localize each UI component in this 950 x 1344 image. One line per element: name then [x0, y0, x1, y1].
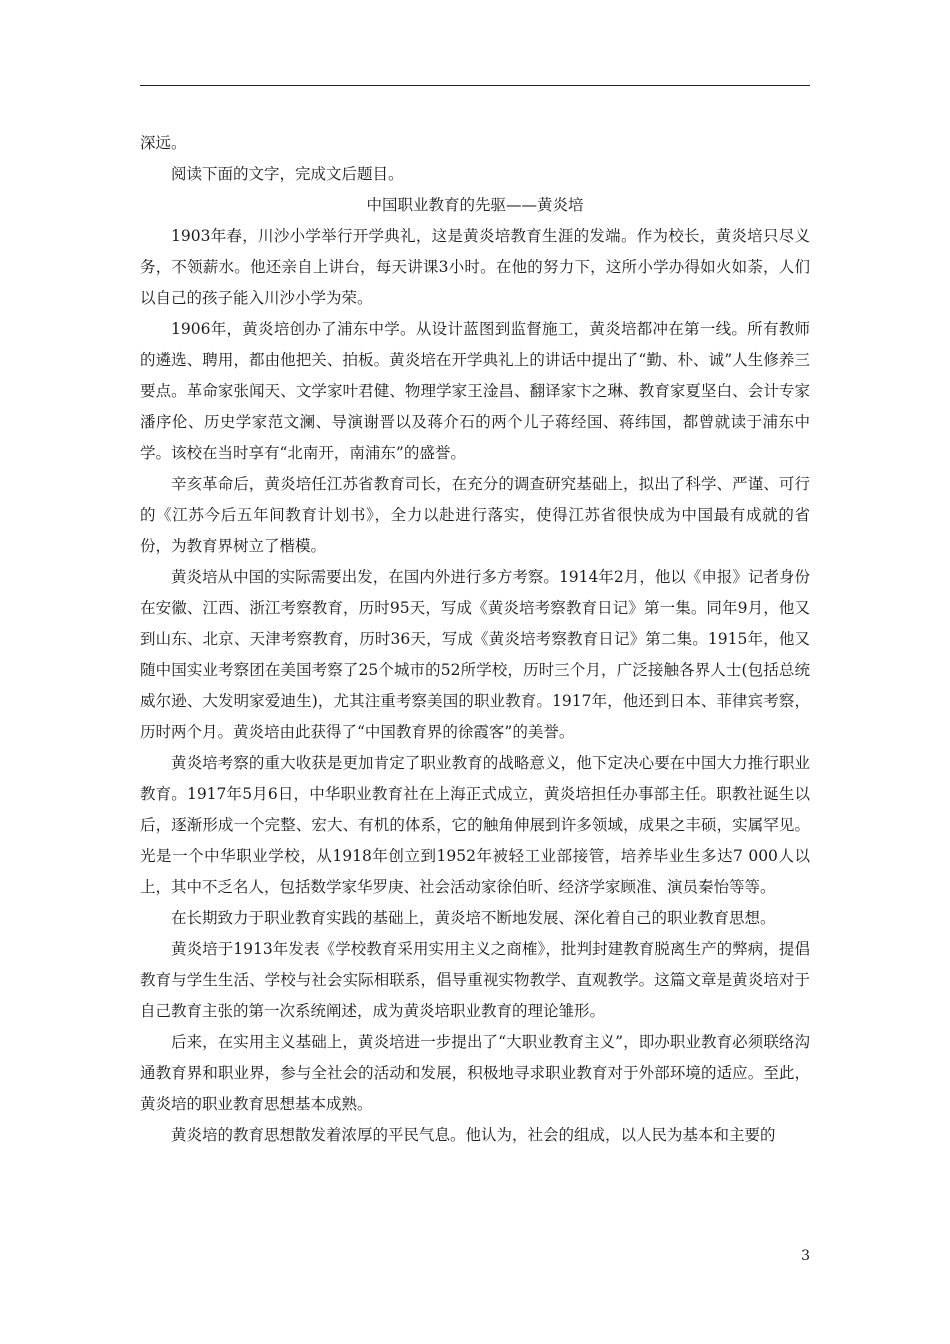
continued-text: 深远。: [140, 134, 187, 152]
paragraph: 在长期致力于职业教育实践的基础上，黄炎培不断地发展、深化着自己的职业教育思想。: [171, 909, 776, 927]
paragraph: 黄炎培考察的重大收获是更加肯定了职业教育的战略意义，他下定决心要在中国大力推行职业教育。1917年5月6日，中华职业教育社在上海正式成立，黄炎培担任办事部主任。职教社诞生以后，逐渐形成一个完整、宏大、有机的体系，它的触角伸展到许多领域，成果之丰硕，实属罕见。光是一个中华职业学校，从1918年创立到1952年被轻工业部接管，培养毕业生多达7 000人以上，其中不乏名人，包括数学家华罗庚、社会活动家徐伯昕、经济学家顾准、演员秦怡等等。: [140, 754, 810, 896]
page-number: 3: [801, 1248, 810, 1264]
paragraph: 辛亥革命后，黄炎培任江苏省教育司长，在充分的调查研究基础上，拟出了科学、严谨、可行的《江苏今后五年间教育计划书》，全力以赴进行落实，使得江苏省很快成为中国最有成就的省份，为教育界树立了楷模。: [140, 475, 810, 555]
header-rule: [140, 85, 810, 86]
paragraph: 1903年春，川沙小学举行开学典礼，这是黄炎培教育生涯的发端。作为校长，黄炎培只尽义务，不领薪水。他还亲自上讲台，每天讲课3小时。在他的努力下，这所小学办得如火如荼，人们以自己的孩子能入川沙小学为荣。: [140, 227, 810, 307]
paragraph: 黄炎培从中国的实际需要出发，在国内外进行多方考察。1914年2月，他以《申报》记者身份在安徽、江西、浙江考察教育，历时95天，写成《黄炎培考察教育日记》第一集。同年9月，他又到山东、北京、天津考察教育，历时36天，写成《黄炎培考察教育日记》第二集。1915年，他又随中国实业考察团在美国考察了25个城市的52所学校，历时三个月，广泛接触各界人士(包括总统威尔逊、大发明家爱迪生)，尤其注重考察美国的职业教育。1917年，他还到日本、菲律宾考察，历时两个月。黄炎培由此获得了“中国教育界的徐霞客”的美誉。: [140, 568, 810, 741]
paragraph: 1906年，黄炎培创办了浦东中学。从设计蓝图到监督施工，黄炎培都冲在第一线。所有教师的遴选、聘用，都由他把关、拍板。黄炎培在开学典礼上的讲话中提出了“勤、朴、诚”人生修养三要点。革命家张闻天、文学家叶君健、物理学家王淦昌、翻译家卞之琳、教育家夏坚白、会计专家潘序伦、历史学家范文澜、导演谢晋以及蒋介石的两个儿子蒋经国、蒋纬国，都曾就读于浦东中学。该校在当时享有“北南开，南浦东”的盛誉。: [140, 320, 810, 462]
paragraph: 黄炎培的教育思想散发着浓厚的平民气息。他认为，社会的组成，以人民为基本和主要的: [171, 1126, 776, 1144]
paragraph: 黄炎培于1913年发表《学校教育采用实用主义之商榷》，批判封建教育脱离生产的弊病，提倡教育与学生生活、学校与社会实际相联系，倡导重视实物教学、直观教学。这篇文章是黄炎培对于自己教育主张的第一次系统阐述，成为黄炎培职业教育的理论雏形。: [140, 940, 810, 1020]
paragraph: 后来，在实用主义基础上，黄炎培进一步提出了“大职业教育主义”，即办职业教育必须联络沟通教育界和职业界，参与全社会的活动和发展，积极地寻求职业教育对于外部环境的适应。至此，黄炎培的职业教育思想基本成熟。: [140, 1033, 810, 1113]
document-body: [140, 128, 810, 1151]
reading-instruction: 阅读下面的文字，完成文后题目。: [171, 165, 404, 183]
article-title: 中国职业教育的先驱——黄炎培: [366, 196, 584, 214]
